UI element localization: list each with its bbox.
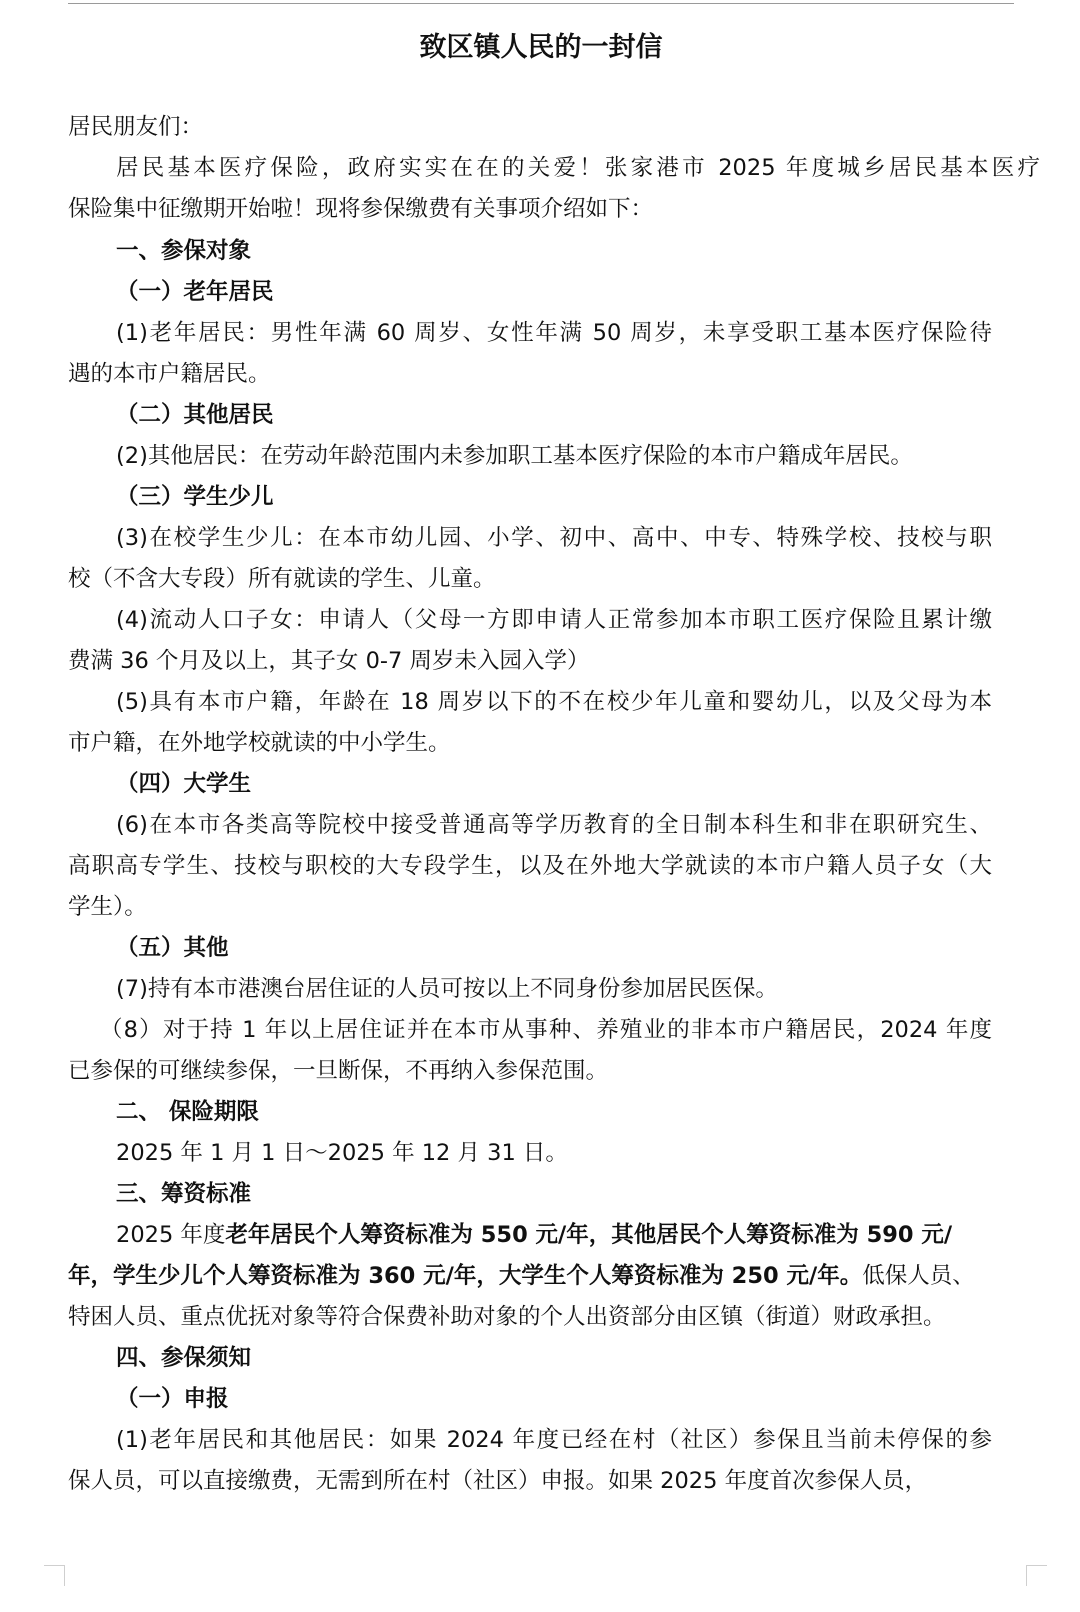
section-3-heading: 三、筹资标准 [116,1181,252,1207]
item-5-line-2: 市户籍，在外地学校就读的中小学生。 [68,730,451,756]
item-7-line-1: (7)持有本市港澳台居住证的人员可按以上不同身份参加居民医保。 [116,976,778,1002]
funding-line-2-plain: 低保人员、 [862,1263,975,1289]
item-5-line-1: (5)具有本市户籍，年龄在 18 周岁以下的不在校少年儿童和婴幼儿，以及父母为本 [116,689,992,715]
top-rule [68,3,1014,4]
section-2-heading: 二、 保险期限 [116,1099,259,1125]
item-3-line-2: 校（不含大专段）所有就读的学生、儿童。 [68,566,496,592]
section-1-heading: 一、参保对象 [116,238,252,264]
notice-line-1: (1)老年居民和其他居民：如果 2024 年度已经在村（社区）参保且当前未停保的参 [116,1427,992,1453]
funding-line-1-bold: 老年居民个人筹资标准为 550 元/年，其他居民个人筹资标准为 590 元/ [225,1222,953,1248]
section-4-heading: 四、参保须知 [116,1345,252,1371]
item-1-line-2: 遇的本市户籍居民。 [68,361,271,387]
item-4-line-2: 费满 36 个月及以上，其子女 0-7 周岁未入园入学） [68,648,590,674]
item-1-line-1: (1)老年居民：男性年满 60 周岁、女性年满 50 周岁，未享受职工基本医疗保险待 [116,320,992,346]
item-6-line-2: 高职高专学生、技校与职校的大专段学生，以及在外地大学就读的本市户籍人员子女（大 [68,853,992,879]
subsection-1-heading: （一）老年居民 [116,279,274,305]
item-6-line-3: 学生）。 [68,894,147,920]
notice-line-2: 保人员，可以直接缴费，无需到所在村（社区）申报。如果 2025 年度首次参保人员， [68,1468,928,1494]
funding-line-1-plain: 2025 年度 [116,1222,226,1248]
page-corner-mark-right [1026,1565,1047,1586]
subsection-2-heading: （二）其他居民 [116,402,274,428]
funding-line-2-bold: 年，学生少儿个人筹资标准为 360 元/年，大学生个人筹资标准为 250 元/年。 [68,1263,863,1289]
funding-line-2 [68,1265,975,1288]
page-corner-mark-left [44,1565,65,1586]
subsection-4-heading: （四）大学生 [116,771,252,797]
subsection-4-1-heading: （一）申报 [116,1386,229,1412]
subsection-5-heading: （五）其他 [116,935,229,961]
item-3-line-1: (3)在校学生少儿：在本市幼儿园、小学、初中、高中、中专、特殊学校、技校与职 [116,525,992,551]
intro-line-2: 保险集中征缴期开始啦！现将参保缴费有关事项介绍如下： [68,196,654,222]
funding-line-1 [116,1224,952,1247]
item-2-line-1: (2)其他居民：在劳动年龄范围内未参加职工基本医疗保险的本市户籍成年居民。 [116,443,913,469]
letter-title: 致区镇人民的一封信 [419,32,663,63]
subsection-3-heading: （三）学生少儿 [116,484,274,510]
intro-line-1: 居民基本医疗保险，政府实实在在的关爱！张家港市 2025 年度城乡居民基本医疗 [116,155,1040,181]
salutation: 居民朋友们： [68,114,204,140]
insurance-period: 2025 年 1 月 1 日～2025 年 12 月 31 日。 [116,1140,568,1166]
item-4-line-1: (4)流动人口子女：申请人（父母一方即申请人正常参加本市职工医疗保险且累计缴 [116,607,992,633]
item-8-line-1: （8）对于持 1 年以上居住证并在本市从事种、养殖业的非本市户籍居民，2024 年度 [100,1017,992,1043]
funding-line-3: 特困人员、重点优抚对象等符合保费补助对象的个人出资部分由区镇（街道）财政承担。 [68,1304,946,1330]
item-6-line-1: (6)在本市各类高等院校中接受普通高等学历教育的全日制本科生和非在职研究生、 [116,812,992,838]
item-8-line-2: 已参保的可继续参保，一旦断保，不再纳入参保范围。 [68,1058,609,1084]
